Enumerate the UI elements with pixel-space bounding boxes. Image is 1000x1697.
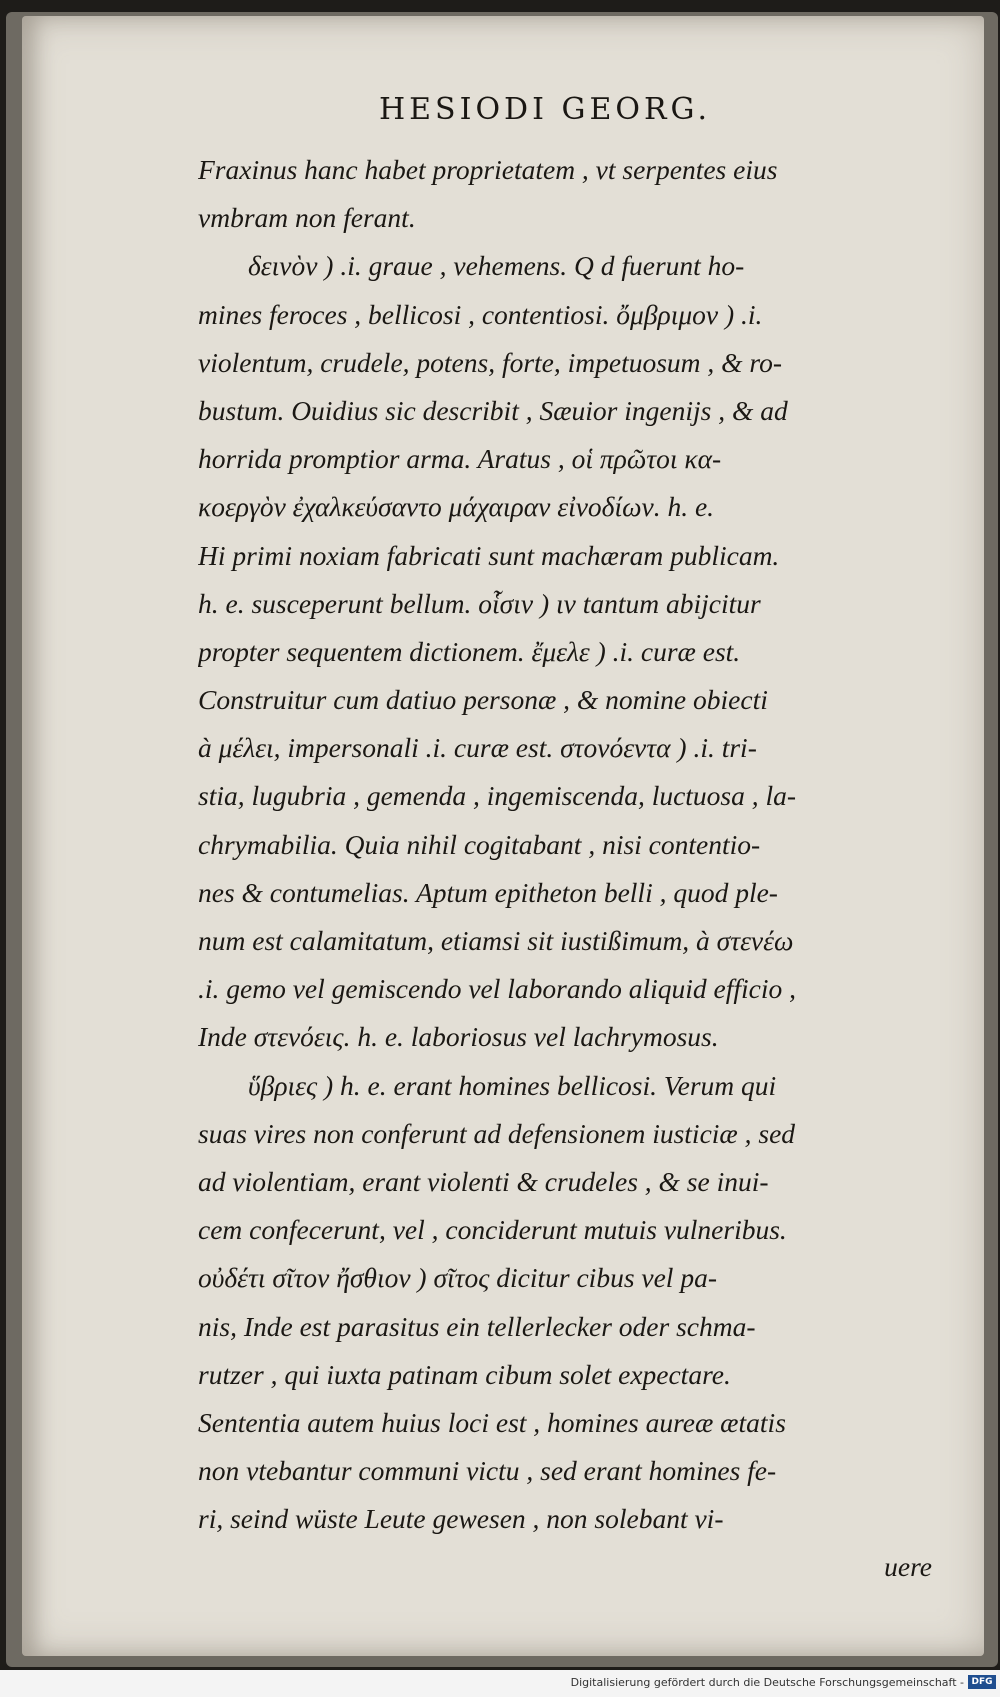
text-line: propter sequentem dictionem. ἔμελε ) .i. curæ est. [198, 635, 741, 667]
text-line: οὐδέτι σῖτον ἤσθιον ) σῖτος dicitur cibus vel pa- [198, 1262, 717, 1294]
text-line: vmbram non ferant. [198, 202, 416, 234]
text-line: Construitur cum datiuo personæ , & nomine obiecti [198, 684, 768, 716]
dfg-logo: DFG [968, 1675, 996, 1689]
text-line: h. e. susceperunt bellum. οἷσιν ) ιν tantum abijcitur [198, 587, 761, 619]
text-line: nes & contumelias. Aptum epitheton belli , quod ple- [198, 876, 778, 908]
text-line: ri, seind wüste Leute gewesen , non solebant vi- [198, 1503, 724, 1535]
text-line: bustum. Ouidius sic describit , Sæuior ingenijs , & ad [198, 394, 788, 426]
text-line: stia, lugubria , gemenda , ingemiscenda, luctuosa , la- [198, 780, 797, 812]
text-line: Inde στενόεις. h. e. laboriosus vel lachrymosus. [198, 1021, 719, 1053]
text-line: violentum, crudele, potens, forte, impetuosum , & ro- [198, 346, 783, 378]
text-line: .i. gemo vel gemiscendo vel laborando aliquid efficio , [198, 973, 796, 1005]
text-line: δεινὸν ) .i. graue , vehemens. Q d fuerunt ho- [248, 250, 745, 282]
catchword: uere [884, 1551, 932, 1583]
text-line: non vtebantur communi victu , sed erant homines fe- [198, 1455, 777, 1487]
text-line: ad violentiam, erant violenti & crudeles , & se inui- [198, 1165, 769, 1197]
text-line: ὕβριες ) h. e. erant homines bellicosi. Verum qui [248, 1069, 777, 1101]
text-line: mines feroces , bellicosi , contentiosi. ὄμβριμον ) .i. [198, 298, 763, 330]
text-line: à μέλει, impersonali .i. curæ est. στονόεντα ) .i. tri- [198, 732, 757, 764]
text-line: Fraxinus hanc habet proprietatem , vt serpentes eius [198, 154, 778, 185]
text-line: chrymabilia. Quia nihil cogitabant , nisi contentio- [198, 828, 761, 860]
text-line: nis, Inde est parasitus ein tellerlecker oder schma- [198, 1310, 756, 1342]
text-line: κοεργὸν ἐχαλκεύσαντο μάχαιραν εἰνοδίων. h. e. [198, 491, 715, 523]
text-line: rutzer , qui iuxta patinam cibum solet expectare. [198, 1358, 731, 1390]
text-line: cem confecerunt, vel , conciderunt mutuis vulneribus. [198, 1214, 787, 1246]
text-line: Sententia autem huius loci est , homines aureæ ætatis [198, 1406, 786, 1438]
funding-credit: Digitalisierung gefördert durch die Deutsche Forschungsgemeinschaft - [570, 1676, 964, 1689]
text-line: num est calamitatum, etiamsi sit iustißimum, à στενέω [198, 925, 794, 956]
text-line: suas vires non conferunt ad defensionem iusticiæ , sed [198, 1117, 796, 1149]
text-line: Hi primi noxiam fabricati sunt machæram publicam. [198, 539, 780, 571]
text-block [198, 146, 940, 1592]
text-line: horrida promptior arma. Aratus , οἱ πρῶτοι κα- [198, 443, 722, 475]
running-head: HESIODI GEORG. [379, 92, 711, 127]
